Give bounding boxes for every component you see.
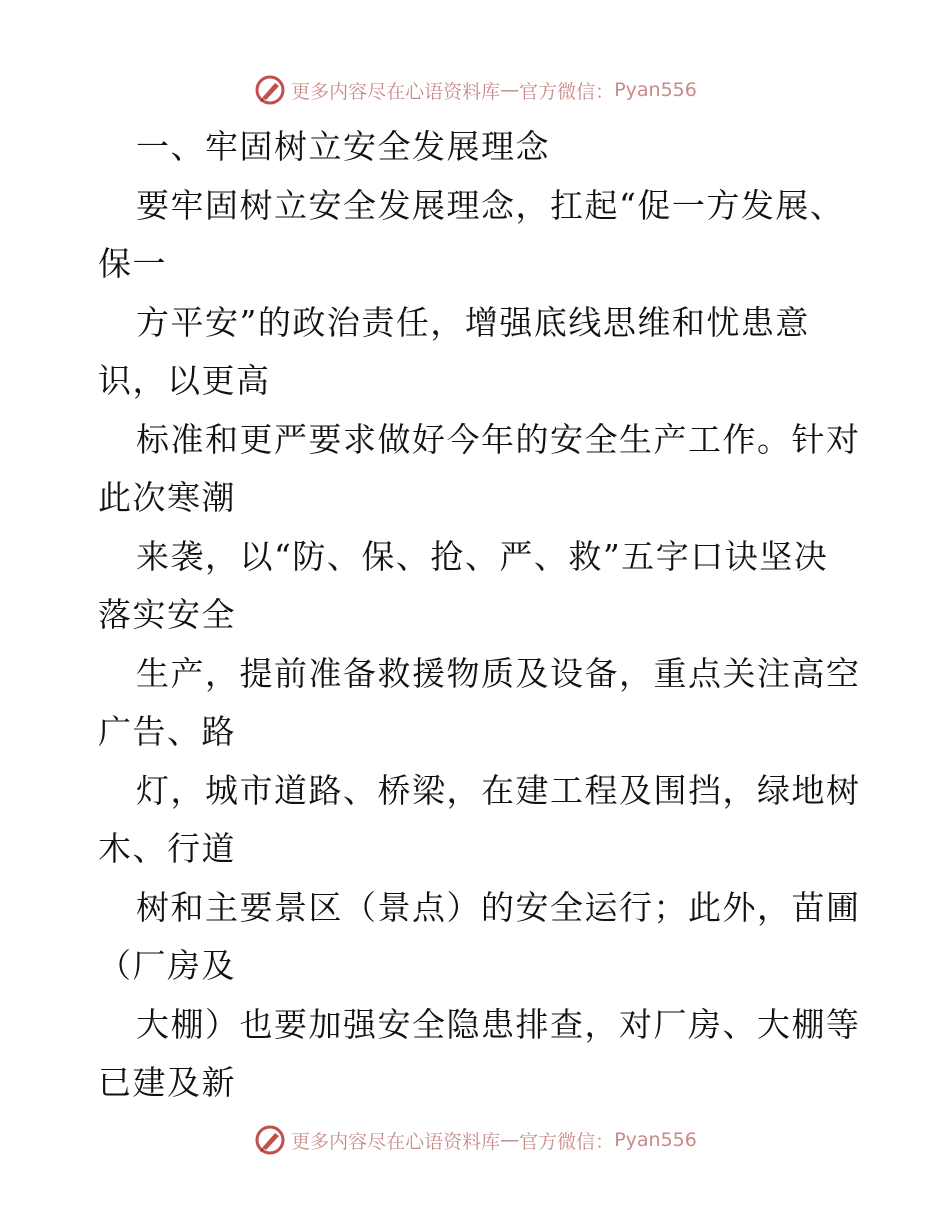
watermark-wechat-id: Pyan556 [614,1129,697,1151]
watermark-site-name: 更多内容尽在心语资料库 [291,1130,501,1153]
paragraph-line: 识，以更高 [98,361,271,400]
paragraph-line: 来袭，以“防、保、抢、严、救”五字口诀坚决 [136,536,829,576]
watermark-wechat-id: Pyan556 [614,79,697,101]
paragraph-line: 保一 [98,244,167,283]
paragraph-line: 此次寒潮 [98,478,236,517]
paragraph-line: 木、行道 [98,829,236,868]
document-body [98,118,861,1113]
paragraph-line: 方平安”的政治责任，增强底线思维和忧患意 [136,302,810,342]
paragraph-line: 树和主要景区（景点）的安全运行；此外，苗圃 [136,887,861,927]
header-watermark [0,70,950,110]
paragraph-line: 生产，提前准备救援物质及设备，重点关注高空 [136,653,861,693]
watermark-site-name: 更多内容尽在心语资料库 [291,80,501,103]
footer-watermark [0,1120,950,1160]
watermark-separator: — [500,79,520,101]
paragraph-line: （厂房及 [98,946,236,985]
paragraph-line: 大棚）也要加强安全隐患排查，对厂房、大棚等 [136,1004,861,1044]
watermark-wechat-label: 官方微信： [519,80,615,103]
section-heading: 一、牢固树立安全发展理念 [136,127,550,166]
watermark-wechat-label: 官方微信： [519,1130,615,1153]
watermark-separator: — [500,1129,520,1151]
pen-logo-icon [253,1123,287,1157]
paragraph-line: 标准和更严要求做好今年的安全生产工作。针对 [136,419,861,459]
paragraph-line: 落实安全 [98,595,236,634]
paragraph-line: 广告、路 [98,712,236,751]
paragraph-line: 灯，城市道路、桥梁，在建工程及围挡，绿地树 [136,770,861,810]
paragraph-line: 要牢固树立安全发展理念，扛起“促一方发展、 [136,185,845,225]
paragraph-line: 已建及新 [98,1063,236,1102]
pen-logo-icon [253,73,287,107]
